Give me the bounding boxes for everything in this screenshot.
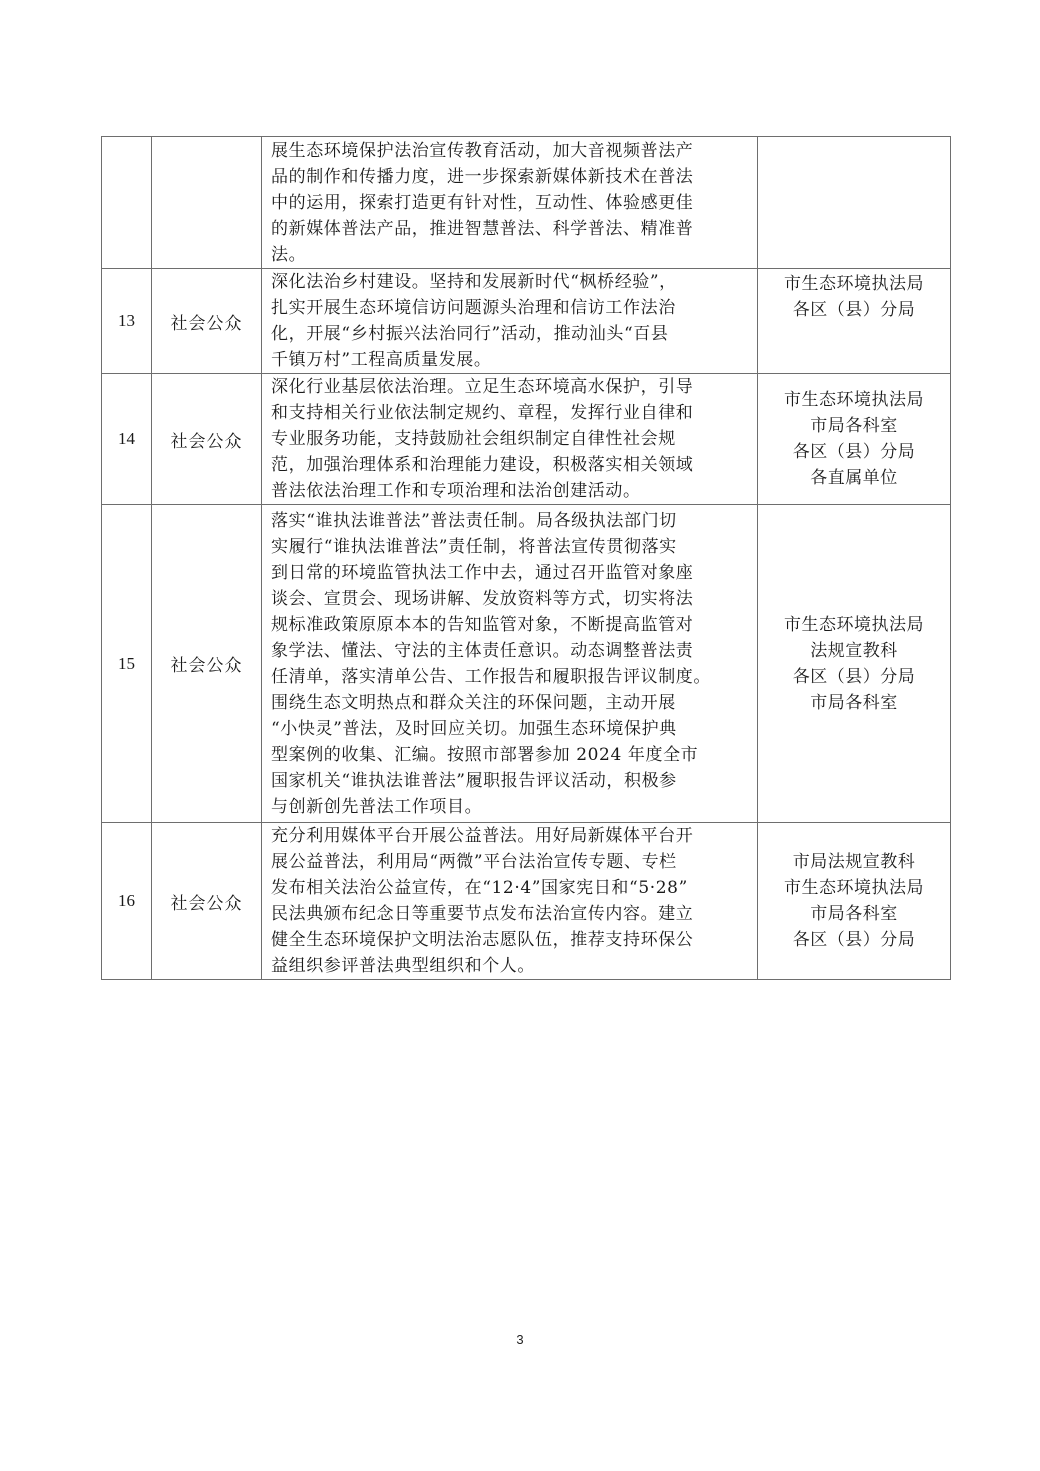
task-content (262, 823, 758, 980)
department: 市生态环境执法局 (784, 878, 924, 898)
content-line: 与创新创先普法工作项目。 (271, 796, 483, 817)
target-audience: 社会公众 (152, 374, 262, 505)
content-line: 落实“谁执法谁普法”普法责任制。局各级执法部门切 (271, 510, 677, 531)
responsible-departments (758, 269, 951, 374)
content-line: 国家机关“谁执法谁普法”履职报告评议活动，积极参 (271, 770, 677, 791)
target-audience (152, 137, 262, 269)
department: 法规宣教科 (810, 640, 898, 661)
content-line: 发布相关法治公益宣传，在“12·4”国家宪日和“5·28” (271, 878, 688, 898)
department: 市生态环境执法局 (784, 274, 924, 294)
department: 各直属单位 (810, 468, 898, 488)
department: 各区（县）分局 (792, 442, 916, 462)
responsible-departments (758, 505, 951, 823)
department: 市局各科室 (810, 904, 898, 924)
task-table (101, 136, 951, 980)
content-line: 深化行业基层依法治理。立足生态环境高水保护，引导 (271, 377, 694, 397)
content-line: 中的运用，探索打造更有针对性，互动性、体验感更佳 (271, 192, 694, 213)
content-line: “小快灵”普法，及时回应关切。加强生态环境保护典 (271, 718, 677, 739)
content-line: 围绕生态文明热点和群众关注的环保问题，主动开展 (271, 692, 676, 713)
content-line: 和支持相关行业依法制定规约、章程，发挥行业自律和 (271, 403, 694, 423)
content-line: 谈会、宣贯会、现场讲解、发放资料等方式，切实将法 (271, 588, 694, 609)
content-line: 充分利用媒体平台开展公益普法。用好局新媒体平台开 (271, 826, 694, 846)
task-content (262, 137, 758, 269)
table-row (102, 823, 951, 980)
task-content (262, 269, 758, 374)
department: 市生态环境执法局 (784, 614, 924, 635)
department: 各区（县）分局 (792, 666, 916, 687)
responsible-departments (758, 823, 951, 980)
content-line: 的新媒体普法产品，推进智慧普法、科学普法、精准普 (271, 218, 694, 239)
content-line: 普法依法治理工作和专项治理和法治创建活动。 (271, 481, 641, 501)
row-number: 16 (102, 823, 152, 980)
content-line: 展生态环境保护法治宣传教育活动，加大音视频普法产 (271, 140, 694, 161)
content-line: 健全生态环境保护文明法治志愿队伍，推荐支持环保公 (271, 930, 694, 950)
table-row (102, 269, 951, 374)
row-number: 14 (102, 374, 152, 505)
content-line: 益组织参评普法典型组织和个人。 (271, 956, 535, 976)
content-line: 扎实开展生态环境信访问题源头治理和信访工作法治 (271, 298, 676, 318)
task-content (262, 505, 758, 823)
content-line: 化，开展“乡村振兴法治同行”活动，推动汕头“百县 (271, 324, 669, 344)
table-row (102, 137, 951, 269)
department: 各区（县）分局 (792, 930, 916, 950)
content-line: 深化法治乡村建设。坚持和发展新时代“枫桥经验”， (271, 272, 677, 292)
row-number: 13 (102, 269, 152, 374)
table-row (102, 374, 951, 505)
content-line: 民法典颁布纪念日等重要节点发布法治宣传内容。建立 (271, 904, 694, 924)
content-line: 千镇万村”工程高质量发展。 (271, 350, 492, 370)
department: 市局各科室 (810, 692, 898, 713)
row-number: 15 (102, 505, 152, 823)
page-number: 3 (516, 1332, 524, 1347)
responsible-departments (758, 137, 951, 269)
target-audience: 社会公众 (152, 505, 262, 823)
content-line: 专业服务功能，支持鼓励社会组织制定自律性社会规 (271, 429, 676, 449)
task-content (262, 374, 758, 505)
content-line: 品的制作和传播力度，进一步探索新媒体新技术在普法 (271, 166, 694, 187)
content-line: 展公益普法，利用局“两微”平台法治宣传专题、专栏 (271, 852, 677, 872)
content-line: 实履行“谁执法谁普法”责任制，将普法宣传贯彻落实 (271, 536, 677, 557)
responsible-departments (758, 374, 951, 505)
content-line: 法。 (271, 244, 307, 265)
target-audience: 社会公众 (152, 269, 262, 374)
content-line: 任清单，落实清单公告、工作报告和履职报告评议制度。 (271, 666, 711, 687)
table-row (102, 505, 951, 823)
content-line: 型案例的收集、汇编。按照市部署参加 2024 年度全市 (271, 744, 699, 765)
content-line: 象学法、懂法、守法的主体责任意识。动态调整普法责 (271, 640, 694, 661)
department: 市局各科室 (810, 416, 898, 436)
department: 各区（县）分局 (792, 300, 916, 320)
department: 市生态环境执法局 (784, 390, 924, 410)
row-number (102, 137, 152, 269)
content-line: 规标准政策原原本本的告知监管对象，不断提高监管对 (271, 614, 694, 635)
content-line: 到日常的环境监管执法工作中去，通过召开监管对象座 (271, 562, 694, 583)
department: 市局法规宣教科 (792, 852, 916, 872)
target-audience: 社会公众 (152, 823, 262, 980)
content-line: 范，加强治理体系和治理能力建设，积极落实相关领域 (271, 455, 694, 475)
